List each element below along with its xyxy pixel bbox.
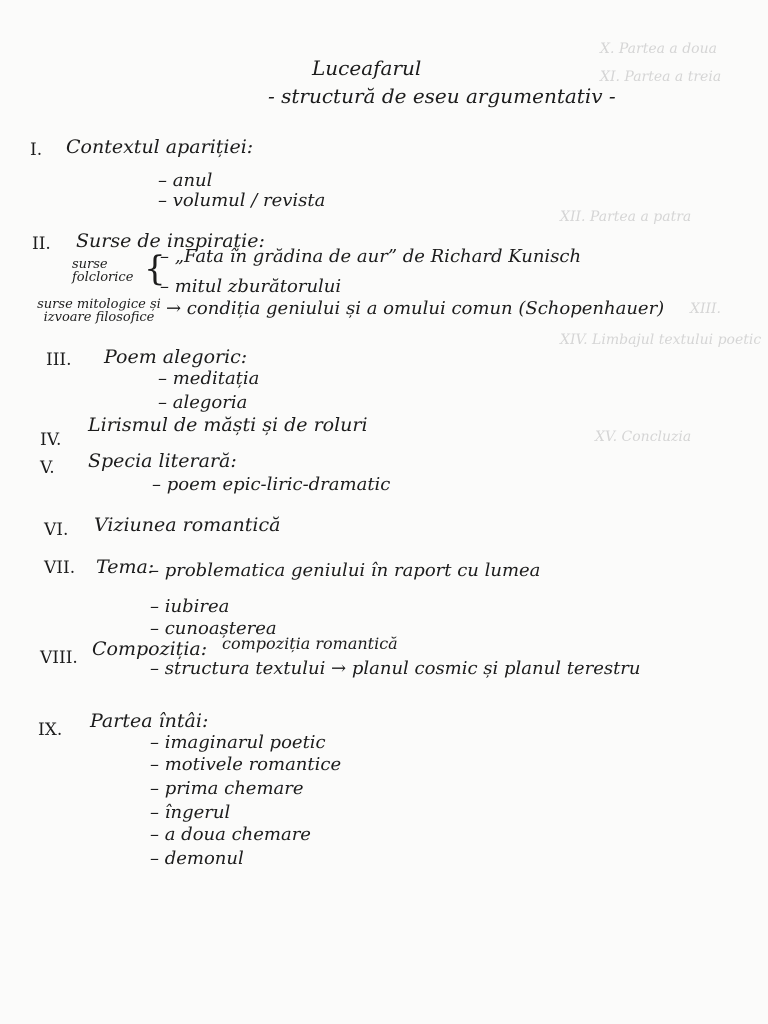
section-numeral: III. xyxy=(46,350,72,370)
section-numeral: I. xyxy=(30,140,43,160)
section-heading: Compoziția: xyxy=(92,638,208,660)
list-item: – poem epic-liric-dramatic xyxy=(152,474,391,495)
bleed-through-text: XIV. Limbajul textului poetic xyxy=(560,332,762,348)
list-item: – meditația xyxy=(158,368,260,389)
section-heading: Poem alegoric: xyxy=(104,346,248,368)
section-heading: Viziunea romantică xyxy=(94,514,281,536)
romantic-composition-note: compoziția romantică xyxy=(222,634,398,653)
bleed-through-text: XV. Concluzia xyxy=(595,429,692,445)
list-item: – demonul xyxy=(150,848,244,869)
section-heading: Lirismul de măști și de roluri xyxy=(88,414,368,436)
list-item: – alegoria xyxy=(158,392,248,413)
list-item: – cunoașterea xyxy=(150,618,277,639)
section-heading: Tema: xyxy=(96,556,155,578)
section-heading: Specia literară: xyxy=(88,450,237,472)
side-label-mythological-sources: surse mitologice și izvoare filosofice xyxy=(37,297,161,325)
bleed-through-text: XII. Partea a patra xyxy=(560,209,692,225)
curly-brace: { xyxy=(144,249,166,289)
page-title: Luceafarul xyxy=(312,56,422,80)
section-numeral: IX. xyxy=(38,720,63,740)
side-label-folk-sources: surse folclorice xyxy=(72,257,134,285)
list-item: – îngerul xyxy=(150,802,231,823)
list-item: – imaginarul poetic xyxy=(150,732,326,753)
list-item: – a doua chemare xyxy=(150,824,311,845)
section-numeral: VIII. xyxy=(40,648,78,668)
list-item: – problematica geniului în raport cu lumea xyxy=(150,560,541,581)
section-numeral: V. xyxy=(40,458,55,478)
section-heading: Contextul apariției: xyxy=(66,136,254,158)
section-numeral: IV. xyxy=(40,430,62,450)
list-item: → condiția geniului și a omului comun (Schopenhauer) xyxy=(166,298,665,319)
section-heading: Partea întâi: xyxy=(90,710,209,732)
bleed-through-text: X. Partea a doua xyxy=(600,41,717,57)
list-item: – iubirea xyxy=(150,596,230,617)
bleed-through-text: XI. Partea a treia xyxy=(600,69,722,85)
list-item: – motivele romantice xyxy=(150,754,342,775)
page-subtitle: - structură de eseu argumentativ - xyxy=(268,84,616,108)
list-item: – „Fata în grădina de aur” de Richard Kunisch xyxy=(160,246,582,267)
section-heading: Surse de inspirație: xyxy=(76,230,265,252)
list-item: – anul xyxy=(158,170,213,191)
list-item: – structura textului → planul cosmic și planul terestru xyxy=(150,658,641,679)
bleed-through-text: XIII. xyxy=(690,301,722,317)
section-numeral: VII. xyxy=(44,558,76,578)
list-item: – prima chemare xyxy=(150,778,304,799)
section-numeral: II. xyxy=(32,234,51,254)
list-item: – mitul zburătorului xyxy=(160,276,342,297)
list-item: – volumul / revista xyxy=(158,190,326,211)
section-numeral: VI. xyxy=(44,520,69,540)
